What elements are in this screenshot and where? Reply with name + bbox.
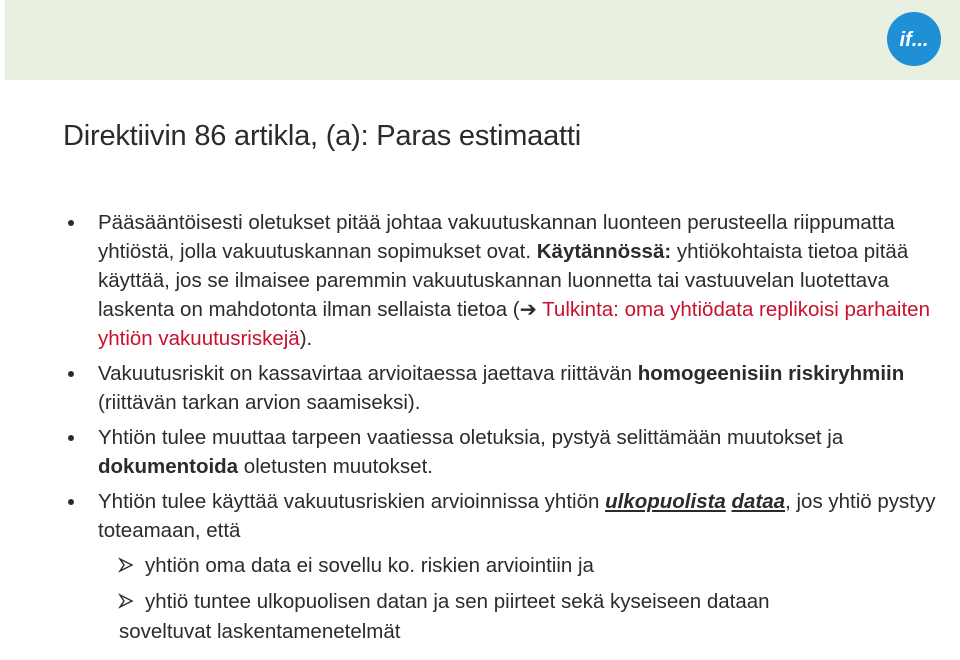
slide-title: Direktiivin 86 artikla, (a): Paras estimaatti bbox=[63, 120, 581, 152]
bullet-best-estimate-assumptions bbox=[65, 208, 945, 353]
bullet2-bold: homogeenisiin riskiryhmiin bbox=[637, 362, 905, 385]
bullet1-bold: Käytännössä: bbox=[536, 240, 672, 263]
header-band bbox=[5, 0, 960, 80]
bullet1-text1: Pääsääntöisesti oletukset pitää johtaa vakuutuskannan luonteen perusteella riippumatta yhtiöstä, jolla vakuutuskannan sopimukset ovat. bbox=[98, 211, 895, 263]
bullet4-bold1: ulkopuolista bbox=[605, 490, 726, 513]
arrow-right-icon: ➔ bbox=[519, 298, 537, 321]
bullet1-text2: yhtiökohtaista tietoa pitää käyttää, jos se ilmaisee paremmin vakuutuskannan luonnetta tai vastuuvelan luotettava laskenta on mahdotonta ilman sellaista tietoa ( bbox=[98, 240, 909, 321]
if-logo-mark bbox=[887, 12, 941, 66]
svg-text:if...: if... bbox=[899, 29, 929, 51]
bullet-external-data bbox=[65, 487, 945, 545]
slide-content bbox=[65, 208, 945, 653]
bullet3-text1: Yhtiön tulee muuttaa tarpeen vaatiessa oletuksia, pystyä selittämään muutokset ja bbox=[98, 426, 844, 449]
arrowhead-icon bbox=[118, 593, 134, 609]
bullet3-bold: dokumentoida bbox=[98, 455, 239, 478]
bullet-risk-groups bbox=[65, 359, 945, 417]
sub2-text-line2: soveltuvat laskentamenetelmät bbox=[119, 620, 401, 643]
bullet-assumption-changes bbox=[65, 423, 945, 481]
bullet4-text2: , jos yhtiö pystyy toteamaan, että bbox=[98, 490, 936, 542]
bullet4-bold2: dataa bbox=[731, 490, 786, 513]
bullet2-text2: (riittävän tarkan arvion saamiseksi). bbox=[98, 391, 421, 414]
bullet3-text2: oletusten muutokset. bbox=[243, 455, 433, 478]
if-logo bbox=[887, 12, 941, 66]
sub2-text-line1: yhtiö tuntee ulkopuolisen datan ja sen piirteet sekä kyseiseen dataan bbox=[145, 590, 770, 613]
bullet1-interpretation: Tulkinta: oma yhtiödata replikoisi parhaiten yhtiön vakuutusriskejä bbox=[98, 298, 930, 350]
arrowhead-icon bbox=[118, 557, 134, 573]
sub-bullet-external-data-knowledge bbox=[65, 587, 945, 647]
bullet2-text1: Vakuutusriskit on kassavirtaa arvioitaessa jaettava riittävän bbox=[98, 362, 633, 385]
sub-bullet-own-data bbox=[65, 551, 945, 581]
bullet4-text1: Yhtiön tulee käyttää vakuutusriskien arvioinnissa yhtiön bbox=[98, 490, 600, 513]
bullet1-text3: ). bbox=[299, 327, 313, 350]
sub1-text: yhtiön oma data ei sovellu ko. riskien arviointiin ja bbox=[145, 554, 594, 577]
